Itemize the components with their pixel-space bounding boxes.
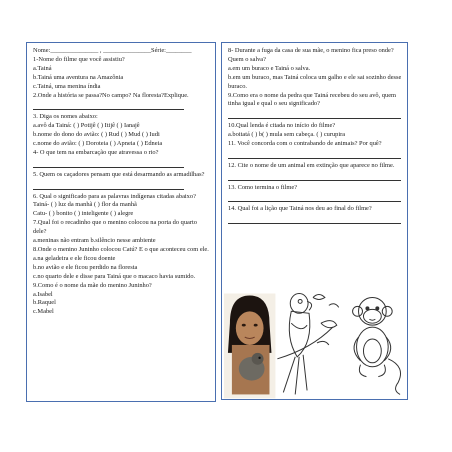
question-r10: 10.Qual lenda é citada no início do filme? [228,122,336,130]
girl-with-monkey-photo [224,294,275,399]
parrot-drawing [277,294,338,395]
question-4: 4- O que tem na embarcação que atravessa o rio? [33,148,159,156]
question-r9: 9.Como era o nome da pedra que Tainá recebeu do seu avô, quem [228,91,397,99]
monkey-drawing [353,297,401,394]
answer-9a: a.Isabel [33,290,53,298]
question-r8: 8- Durante a fuga da casa de sua mãe, o menino fica preso onde? [228,47,394,54]
answer-r10: a.boitatá ( ) b( ) mula sem cabeça. ( ) curupira [228,131,346,139]
worksheet-right-page [221,42,408,400]
answer-9b: b.Raquel [33,299,56,307]
answer-line [228,214,401,224]
answer-r8a: a.em um buraco e Tainá o salva. [228,64,311,72]
answer-line [33,180,184,190]
answer-6-catu: Catu- ( ) bonito ( ) inteligente ( ) alegre [33,210,134,218]
question-8: 8.Onde o menino Juninho colocou Catú? E o que aconteceu com ele. [33,245,209,253]
question-3: 3. Diga os nomes abaixo: [33,113,98,121]
question-5: 5. Quem os caçadores pensam que está desarmando as armadilhas? [33,170,205,178]
answer-line [228,171,401,181]
question-2: 2.Onde a história se passa?No campo? Na floresta?Explique. [33,91,189,99]
question-7-cont: dele? [33,228,47,236]
answer-r8b: b.em um buraco, mas Tainá coloca um galho e ele sai sozinho desse [228,73,401,81]
answer-line [228,193,401,203]
question-9: 9.Como é o nome da mãe do menino Juninho? [33,281,152,289]
illustration-strip [222,283,407,399]
answer-1b: b.Tainá uma aventura na Amazônia [33,73,124,81]
answer-7: a.meninas não entram b.silêncio nesse ambiente [33,237,156,245]
answer-6-taina: Tainá- ( ) luz da manhã ( ) flor da manhã [33,201,137,209]
answer-r8b-cont: buraco. [228,82,247,90]
question-r12: 12. Cite o nome de um animal em extinção que aparece no filme. [228,161,395,169]
answer-1c: c.Tainá, uma menina índia [33,82,101,90]
question-7: 7.Qual foi o recadinho que o menino colocou na porta do quarto [33,219,197,227]
answer-1a: a.Tainá [33,64,52,72]
question-r9-cont: tinha igual e qual o seu significado? [228,100,320,108]
name-grade-line: Nome:_______________ , _______________Série:________ [33,47,192,54]
answer-3c: c.nome do avião: ( ) Doroteia ( ) Apneia ( ) Edneia [33,140,163,148]
answer-line [228,149,401,159]
question-r14: 14. Qual foi a lição que Tainá nos deu ao final do filme? [228,205,372,213]
answer-8b: b.no avião e ele ficou perdido na floresta [33,263,138,271]
question-r8-cont: Quem o salva? [228,55,266,63]
answer-line [228,109,401,119]
answer-9c: c.Mabel [33,308,54,316]
answer-8a: a.na geladeira e ele ficou doente [33,254,116,262]
answer-8c: c.no quarto dele e disse para Tainá que o macaco havia sumido. [33,272,196,280]
answer-line [33,100,184,110]
question-r13: 13. Como termina o filme? [228,183,298,191]
answer-line [33,158,184,168]
question-r11: 11. Você concorda com o contrabando de animais? Por quê? [228,140,382,148]
worksheet-left-page [26,42,216,402]
question-1: 1-Nome do filme que você assistiu? [33,55,125,63]
answer-3a: a.avô da Tainá: ( ) Potijê ( ) Itijê ( ) Ianajê [33,122,140,130]
answer-3b: b.nome do dono do avião: ( ) Rud ( ) Mud ( ) Iudi [33,131,160,139]
question-6: 6. Qual o significado para as palavras indígenas citadas abaixo? [33,192,196,200]
